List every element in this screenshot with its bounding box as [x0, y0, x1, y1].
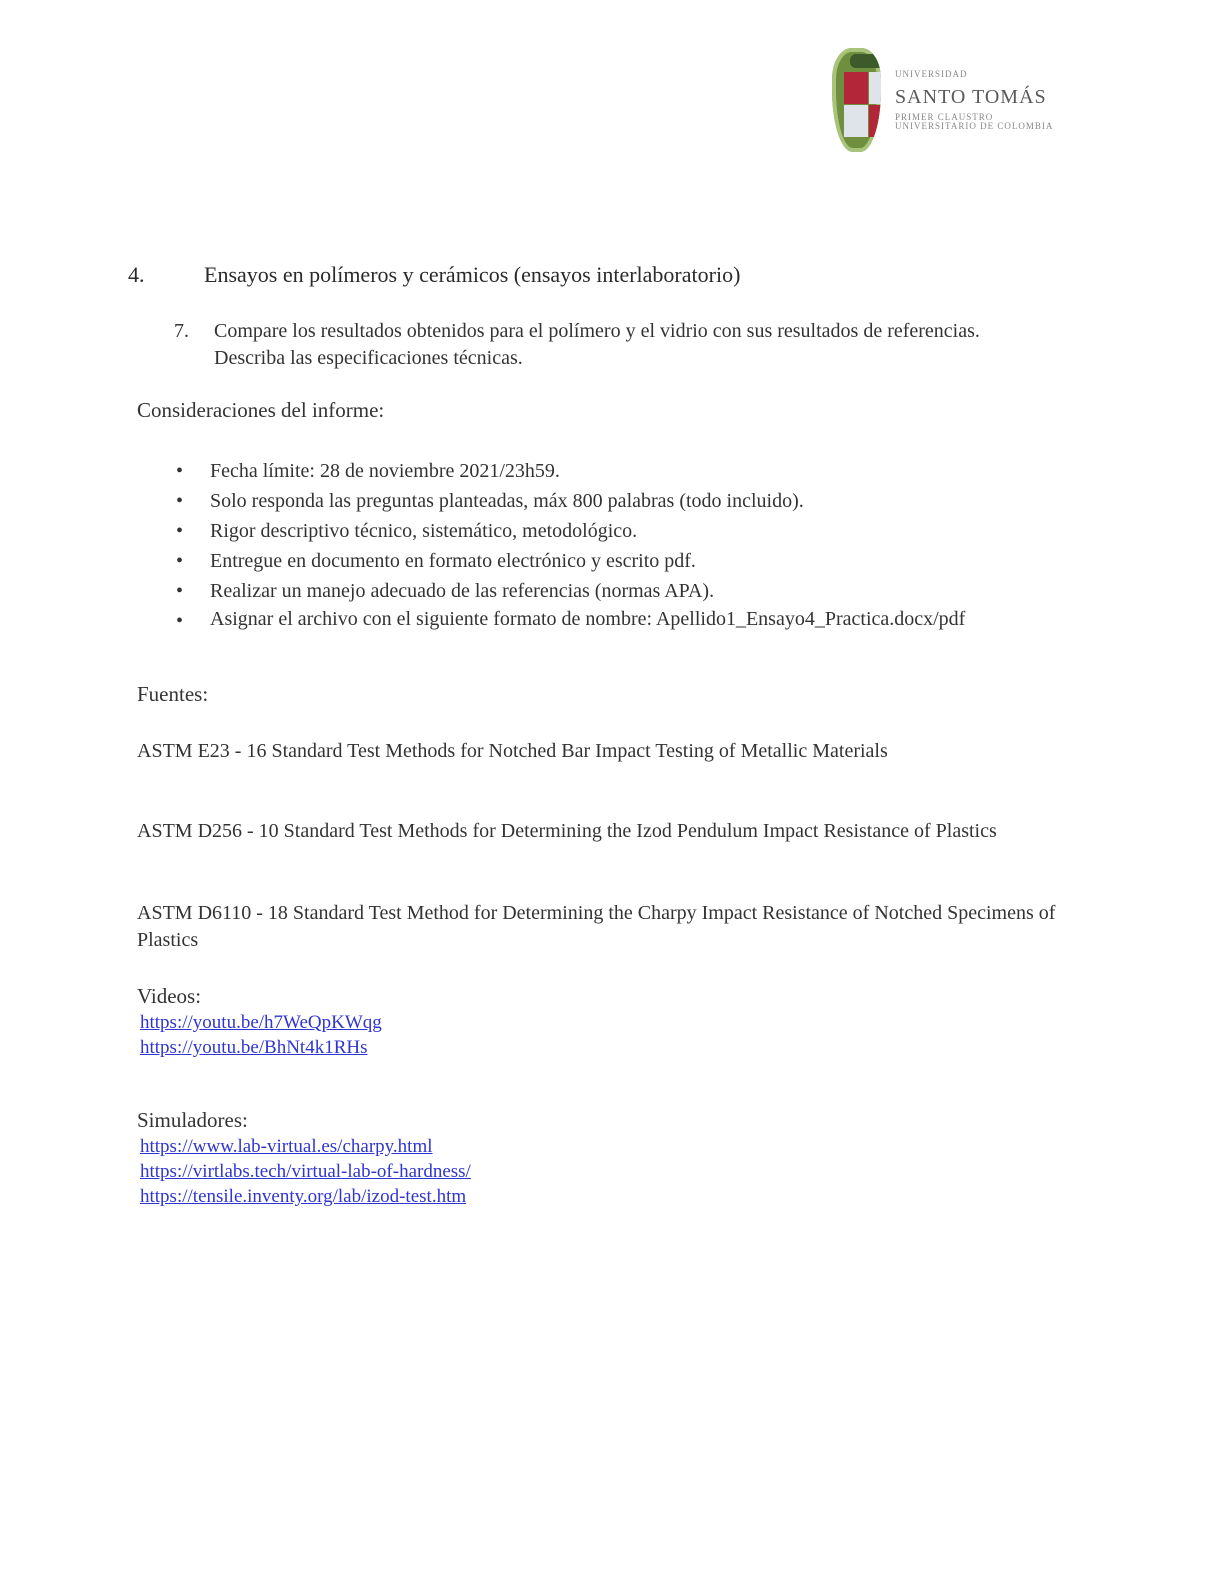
video-link[interactable]: https://youtu.be/h7WeQpKWqg	[140, 1012, 382, 1033]
bullet-icon: •	[176, 610, 184, 632]
simulator-link[interactable]: https://tensile.inventy.org/lab/izod-test.htm	[140, 1186, 467, 1207]
question	[174, 318, 994, 372]
video-link[interactable]: https://youtu.be/BhNt4k1RHs	[140, 1037, 368, 1058]
list-item	[176, 546, 1036, 576]
logo-small-top: UNIVERSIDAD	[895, 68, 968, 79]
logo-name: SANTO TOMÁS	[895, 85, 1047, 108]
bullet-icon: •	[176, 490, 184, 512]
logo-wordmark	[895, 70, 1072, 131]
logo-small-bottom: PRIMER CLAUSTRO UNIVERSITARIO DE COLOMBIA	[895, 111, 1054, 131]
question-number: 7.	[174, 320, 189, 342]
list-item-text: Solo responda las preguntas planteadas, máx 800 palabras (todo incluido).	[210, 490, 804, 512]
bullet-icon: •	[176, 460, 184, 482]
reference-paragraph: ASTM D256 - 10 Standard Test Methods for Determining the Izod Pendulum Impact Resistance of Plastics	[137, 820, 997, 842]
list-item-text: Fecha límite: 28 de noviembre 2021/23h59.	[210, 460, 560, 482]
videos-links	[140, 1010, 382, 1060]
bullet-icon: •	[176, 520, 184, 542]
list-item-text: Rigor descriptivo técnico, sistemático, metodológico.	[210, 520, 638, 542]
question-text: Compare los resultados obtenidos para el polímero y el vidrio con sus resultados de referencias. Describa las especificaciones técnicas.	[214, 320, 980, 369]
section-number: 4.	[128, 262, 145, 287]
list-item-text: Asignar el archivo con el siguiente formato de nombre: Apellido1_Ensayo4_Practica.docx/pdf	[210, 608, 966, 630]
considerations-list	[176, 456, 1036, 636]
videos-heading: Videos:	[137, 984, 202, 1008]
list-item-text: Entregue en documento en formato electrónico y escrito pdf.	[210, 550, 696, 572]
sources-heading: Fuentes:	[137, 682, 209, 706]
list-item	[176, 606, 1036, 636]
section-title	[128, 262, 740, 288]
list-item	[176, 486, 1036, 516]
list-item-text: Realizar un manejo adecuado de las referencias (normas APA).	[210, 580, 715, 602]
university-logo	[832, 46, 1072, 154]
bullet-icon: •	[176, 580, 184, 602]
simulator-link[interactable]: https://virtlabs.tech/virtual-lab-of-hardness/	[140, 1161, 471, 1182]
reference-paragraph: ASTM E23 - 16 Standard Test Methods for Notched Bar Impact Testing of Metallic Materials	[137, 740, 888, 762]
list-item	[176, 576, 1036, 606]
university-crest-icon	[832, 48, 881, 152]
bullet-icon: •	[176, 550, 184, 572]
list-item	[176, 516, 1036, 546]
simulators-heading: Simuladores:	[137, 1108, 248, 1132]
section-title-text: Ensayos en polímeros y cerámicos (ensayos interlaboratorio)	[204, 262, 741, 287]
considerations-heading: Consideraciones del informe:	[137, 398, 385, 422]
reference-paragraph: ASTM D6110 - 18 Standard Test Method for Determining the Charpy Impact Resistance of Notched Specimens of Plastics	[137, 902, 1056, 951]
list-item	[176, 456, 1036, 486]
simulators-links	[140, 1134, 471, 1209]
simulator-link[interactable]: https://www.lab-virtual.es/charpy.html	[140, 1136, 433, 1157]
